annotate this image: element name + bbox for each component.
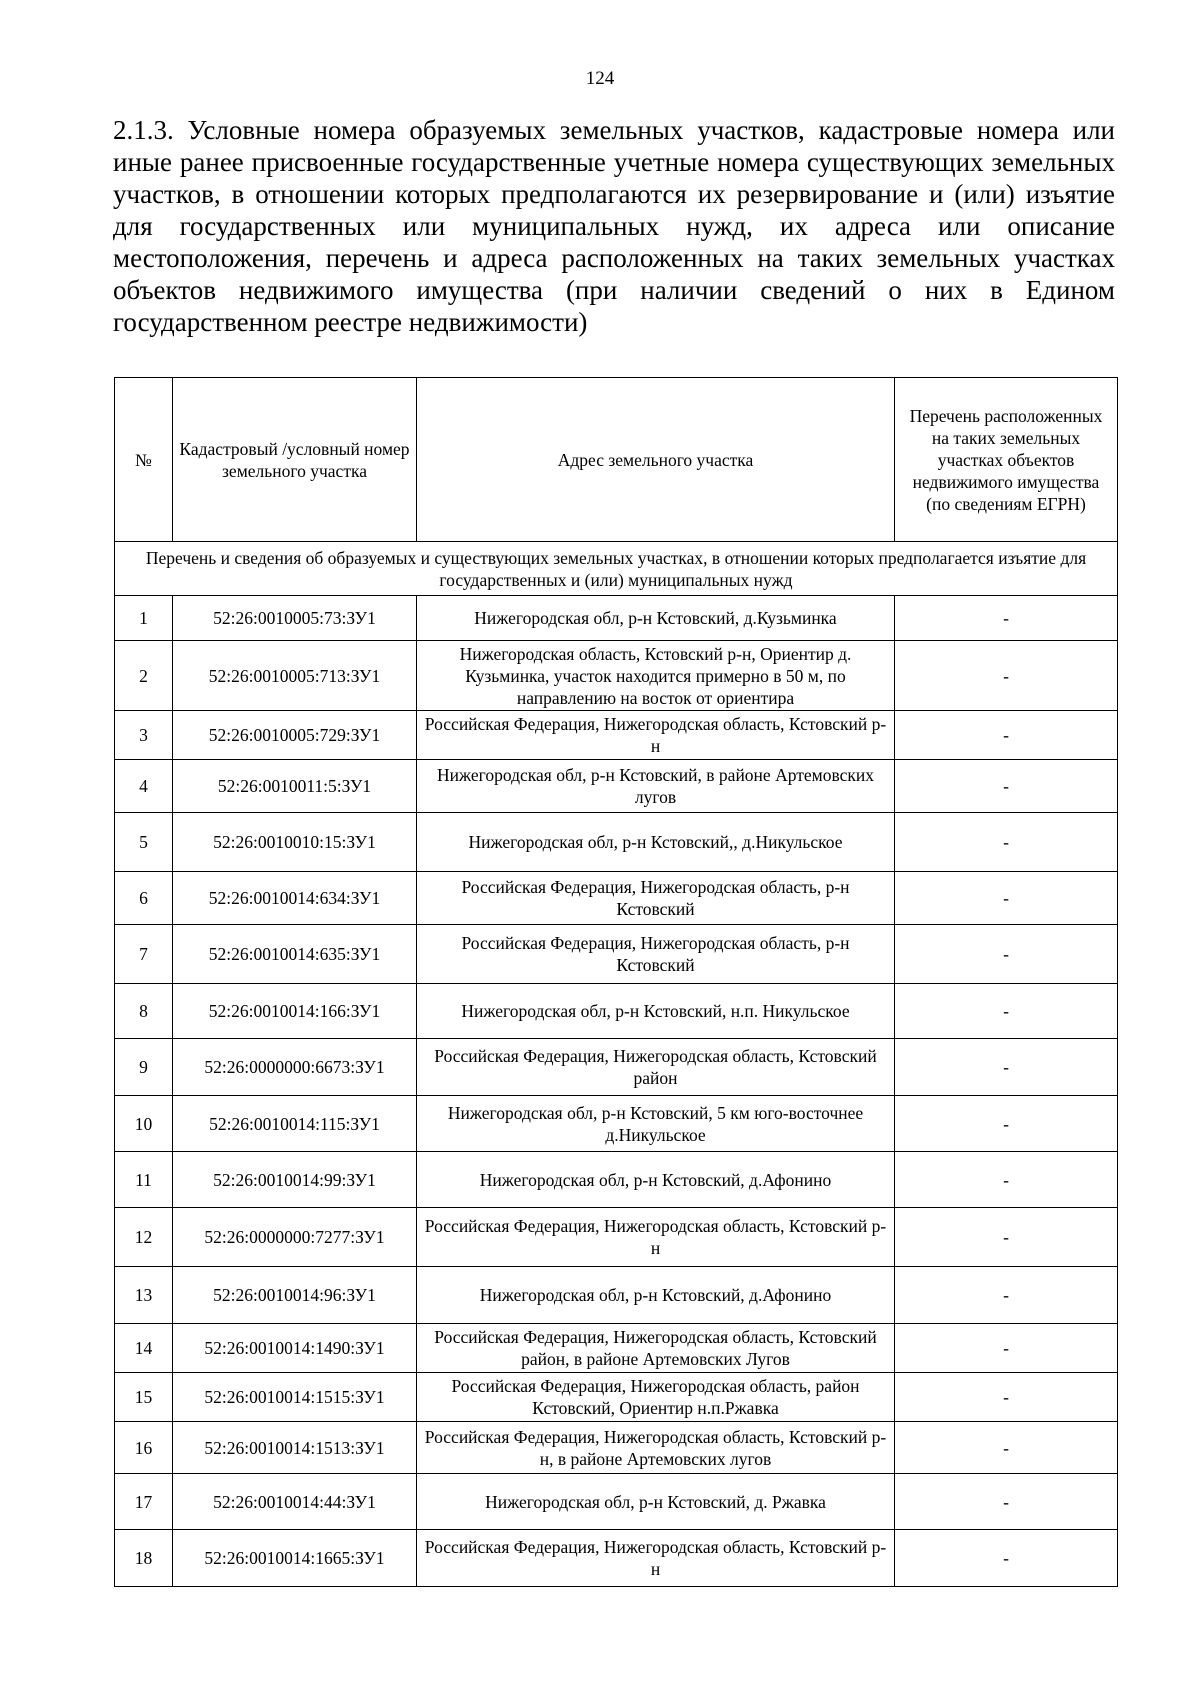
cadastral-number: 52:26:0010005:729:ЗУ1 bbox=[173, 711, 417, 760]
row-number: 17 bbox=[115, 1474, 173, 1530]
real-estate-objects: - bbox=[895, 711, 1118, 760]
row-number: 3 bbox=[115, 711, 173, 760]
row-number: 4 bbox=[115, 760, 173, 813]
plot-address: Российская Федерация, Нижегородская область, Кстовский район bbox=[417, 1039, 895, 1096]
row-number: 7 bbox=[115, 925, 173, 984]
row-number: 18 bbox=[115, 1530, 173, 1587]
cadastral-number: 52:26:0010014:634:ЗУ1 bbox=[173, 872, 417, 925]
real-estate-objects: - bbox=[895, 596, 1118, 641]
plot-address: Нижегородская обл, р-н Кстовский, д. Ржавка bbox=[417, 1474, 895, 1530]
cadastral-number: 52:26:0010014:166:ЗУ1 bbox=[173, 984, 417, 1039]
row-number: 13 bbox=[115, 1267, 173, 1324]
row-number: 15 bbox=[115, 1373, 173, 1422]
table-row bbox=[115, 1530, 1118, 1587]
real-estate-objects: - bbox=[895, 1474, 1118, 1530]
plot-address: Нижегородская обл, р-н Кстовский,, д.Никульское bbox=[417, 813, 895, 872]
row-number: 14 bbox=[115, 1324, 173, 1373]
header-real-estate-objects: Перечень расположенных на таких земельных участках объектов недвижимого имущества (по сведениям ЕГРН) bbox=[895, 378, 1118, 542]
header-number: № bbox=[115, 378, 173, 542]
cadastral-number: 52:26:0010014:635:ЗУ1 bbox=[173, 925, 417, 984]
row-number: 5 bbox=[115, 813, 173, 872]
cadastral-number: 52:26:0000000:6673:ЗУ1 bbox=[173, 1039, 417, 1096]
table-row bbox=[115, 711, 1118, 760]
plot-address: Нижегородская область, Кстовский р-н, Ориентир д. Кузьминка, участок находится примерно в 50 м, по направлению на восток от ориентира bbox=[417, 641, 895, 711]
table-row bbox=[115, 596, 1118, 641]
row-number: 9 bbox=[115, 1039, 173, 1096]
table-row bbox=[115, 813, 1118, 872]
plot-address: Нижегородская обл, р-н Кстовский, д.Афонино bbox=[417, 1267, 895, 1324]
real-estate-objects: - bbox=[895, 1096, 1118, 1152]
real-estate-objects: - bbox=[895, 1208, 1118, 1267]
table-header-row bbox=[115, 378, 1118, 542]
real-estate-objects: - bbox=[895, 1422, 1118, 1474]
real-estate-objects: - bbox=[895, 760, 1118, 813]
land-plots-table bbox=[114, 377, 1118, 1587]
page-number: 124 bbox=[585, 68, 615, 89]
real-estate-objects: - bbox=[895, 1324, 1118, 1373]
cadastral-number: 52:26:0010014:1665:ЗУ1 bbox=[173, 1530, 417, 1587]
row-number: 16 bbox=[115, 1422, 173, 1474]
plot-address: Российская Федерация, Нижегородская область, р-н Кстовский bbox=[417, 872, 895, 925]
row-number: 12 bbox=[115, 1208, 173, 1267]
real-estate-objects: - bbox=[895, 641, 1118, 711]
cadastral-number: 52:26:0010014:99:ЗУ1 bbox=[173, 1152, 417, 1208]
table-row bbox=[115, 1267, 1118, 1324]
table-row bbox=[115, 1474, 1118, 1530]
real-estate-objects: - bbox=[895, 872, 1118, 925]
real-estate-objects: - bbox=[895, 1152, 1118, 1208]
real-estate-objects: - bbox=[895, 1373, 1118, 1422]
plot-address: Нижегородская обл, р-н Кстовский, 5 км юго-восточнее д.Никульское bbox=[417, 1096, 895, 1152]
cadastral-number: 52:26:0010014:44:ЗУ1 bbox=[173, 1474, 417, 1530]
table-row bbox=[115, 1208, 1118, 1267]
plot-address: Нижегородская обл, р-н Кстовский, д.Афонино bbox=[417, 1152, 895, 1208]
cadastral-number: 52:26:0010014:1515:ЗУ1 bbox=[173, 1373, 417, 1422]
plot-address: Нижегородская обл, р-н Кстовский, д.Кузьминка bbox=[417, 596, 895, 641]
real-estate-objects: - bbox=[895, 1267, 1118, 1324]
row-number: 10 bbox=[115, 1096, 173, 1152]
plot-address: Российская Федерация, Нижегородская область, Кстовский р-н bbox=[417, 1530, 895, 1587]
plot-address: Российская Федерация, Нижегородская область, р-н Кстовский bbox=[417, 925, 895, 984]
plot-address: Российская Федерация, Нижегородская область, Кстовский р-н bbox=[417, 711, 895, 760]
table-row bbox=[115, 1373, 1118, 1422]
cadastral-number: 52:26:0010005:713:ЗУ1 bbox=[173, 641, 417, 711]
real-estate-objects: - bbox=[895, 813, 1118, 872]
table-row bbox=[115, 1096, 1118, 1152]
plot-address: Российская Федерация, Нижегородская область, район Кстовский, Ориентир н.п.Ржавка bbox=[417, 1373, 895, 1422]
table-row bbox=[115, 984, 1118, 1039]
row-number: 11 bbox=[115, 1152, 173, 1208]
table-row bbox=[115, 1324, 1118, 1373]
table-section-row bbox=[115, 542, 1118, 596]
plot-address: Российская Федерация, Нижегородская область, Кстовский район, в районе Артемовских Лугов bbox=[417, 1324, 895, 1373]
cadastral-number: 52:26:0010010:15:ЗУ1 bbox=[173, 813, 417, 872]
cadastral-number: 52:26:0000000:7277:ЗУ1 bbox=[173, 1208, 417, 1267]
real-estate-objects: - bbox=[895, 925, 1118, 984]
row-number: 1 bbox=[115, 596, 173, 641]
header-cadastral-number: Кадастровый /условный номер земельного участка bbox=[173, 378, 417, 542]
table-row bbox=[115, 1152, 1118, 1208]
table-row bbox=[115, 1039, 1118, 1096]
real-estate-objects: - bbox=[895, 984, 1118, 1039]
table-row bbox=[115, 1422, 1118, 1474]
table-row bbox=[115, 760, 1118, 813]
table-row bbox=[115, 641, 1118, 711]
cadastral-number: 52:26:0010014:1490:ЗУ1 bbox=[173, 1324, 417, 1373]
plot-address: Нижегородская обл, р-н Кстовский, н.п. Никульское bbox=[417, 984, 895, 1039]
plot-address: Нижегородская обл, р-н Кстовский, в районе Артемовских лугов bbox=[417, 760, 895, 813]
real-estate-objects: - bbox=[895, 1039, 1118, 1096]
section-heading: 2.1.3. Условные номера образуемых земельных участков, кадастровые номера или иные ранее присвоенные государственные учетные номера существующих земельных участков, в отношении которых предполагаются их резервирование и (или) изъятие для государственных или муниципальных нужд, их адреса или описание местоположения, перечень и адреса расположенных на таких земельных участках объектов недвижимого имущества (при наличии сведений о них в Едином государственном реестре недвижимости) bbox=[113, 115, 1115, 337]
cadastral-number: 52:26:0010005:73:ЗУ1 bbox=[173, 596, 417, 641]
plot-address: Российская Федерация, Нижегородская область, Кстовский р-н bbox=[417, 1208, 895, 1267]
cadastral-number: 52:26:0010014:1513:ЗУ1 bbox=[173, 1422, 417, 1474]
cadastral-number: 52:26:0010014:96:ЗУ1 bbox=[173, 1267, 417, 1324]
cadastral-number: 52:26:0010014:115:ЗУ1 bbox=[173, 1096, 417, 1152]
row-number: 2 bbox=[115, 641, 173, 711]
table-row bbox=[115, 925, 1118, 984]
plot-address: Российская Федерация, Нижегородская область, Кстовский р-н, в районе Артемовских лугов bbox=[417, 1422, 895, 1474]
header-address: Адрес земельного участка bbox=[417, 378, 895, 542]
section-title: Перечень и сведения об образуемых и существующих земельных участках, в отношении которых предполагается изъятие для государственных и (или) муниципальных нужд bbox=[115, 542, 1118, 596]
row-number: 6 bbox=[115, 872, 173, 925]
cadastral-number: 52:26:0010011:5:ЗУ1 bbox=[173, 760, 417, 813]
real-estate-objects: - bbox=[895, 1530, 1118, 1587]
row-number: 8 bbox=[115, 984, 173, 1039]
table-row bbox=[115, 872, 1118, 925]
